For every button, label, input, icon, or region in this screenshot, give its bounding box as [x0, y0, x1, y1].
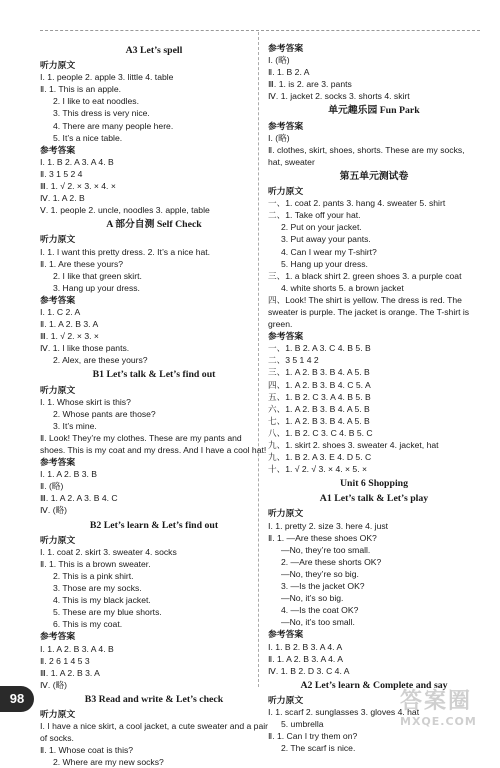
answer-line: Ⅱ. 3 1 5 2 4 — [40, 168, 83, 179]
section-label: 参考答案 — [268, 331, 304, 342]
answer-line: 十、1. √ 2. √ 3. × 4. × 5. × — [268, 464, 368, 475]
answer-line: 一、1. coat 2. pants 3. hang 4. sweater 5. shirt — [268, 198, 446, 209]
answer-line: Ⅱ. 1. —Are these shoes OK? — [268, 532, 377, 543]
answer-line: Ⅴ. 1. people 2. uncle, noodles 3. apple, table — [40, 205, 210, 216]
answer-line: 3. —Is the jacket OK? — [281, 581, 365, 592]
answer-line: —No, they’re so big. — [281, 568, 359, 579]
answer-line: Ⅰ. 1. I want this pretty dress. 2. It’s a nice hat. — [40, 246, 211, 257]
answer-line: Ⅰ. 1. A 2. B 3. A 4. B — [40, 643, 114, 654]
section-label: 听力原文 — [40, 234, 76, 245]
answer-line: 6. This is my coat. — [53, 619, 123, 630]
answer-line: 5. These are my blue shorts. — [53, 607, 162, 618]
answer-line: Ⅰ. (略) — [268, 55, 290, 66]
answer-line: 2. —Are these shorts OK? — [281, 556, 382, 567]
answer-line: Ⅰ. 1. A 2. B 3. B — [40, 469, 97, 480]
answer-line: 2. Put on your jacket. — [281, 222, 362, 233]
answer-line: 2. The scarf is nice. — [281, 743, 356, 754]
right-column — [268, 42, 480, 754]
section-heading: 单元趣乐园 Fun Park — [328, 105, 420, 117]
answer-line: 一、1. B 2. A 3. C 4. B 5. B — [268, 343, 371, 354]
section-heading: 第五单元测试卷 — [339, 170, 409, 182]
answer-line: Ⅲ. 1. A 2. B 3. A — [40, 667, 100, 678]
section-heading: Unit 6 Shopping — [339, 478, 409, 490]
section-heading: B2 Let’s learn & Let’s find out — [89, 519, 219, 531]
watermark-bottom-text: MXQE.COM — [400, 715, 477, 728]
answer-line: 5. umbrella — [281, 719, 324, 730]
answer-line: 六、1. A 2. B 3. B 4. A 5. B — [268, 403, 370, 414]
section-label: 听力原文 — [268, 694, 304, 705]
answer-line: 3. Put away your pants. — [281, 234, 371, 245]
answer-line: 3. It’s mine. — [53, 420, 97, 431]
section-label: 听力原文 — [40, 534, 76, 545]
answer-line: Ⅰ. (略) — [268, 132, 290, 143]
answer-line: Ⅰ. 1. B 2. A 3. A 4. B — [40, 156, 114, 167]
answer-line: Ⅲ. 1. √ 2. × 3. × — [40, 331, 99, 342]
section-heading: B1 Let’s talk & Let’s find out — [92, 369, 216, 381]
answer-paragraph: Ⅱ. clothes, skirt, shoes, shorts. These are my socks, hat, sweater — [268, 144, 465, 167]
section-label: 听力原文 — [40, 60, 76, 71]
answer-line: Ⅲ. 1. is 2. are 3. pants — [268, 79, 352, 90]
answer-line: Ⅳ. 1. jacket 2. socks 3. shorts 4. skirt — [268, 91, 410, 102]
answer-line: Ⅳ. (略) — [40, 505, 68, 516]
answer-line: —No, they’re too small. — [281, 544, 371, 555]
answer-line: Ⅰ. 1. pretty 2. size 3. here 4. just — [268, 520, 389, 531]
section-label: 听力原文 — [40, 708, 76, 719]
answer-line: 4. There are many people here. — [53, 120, 174, 131]
answer-line: Ⅱ. 1. Are these yours? — [40, 258, 124, 269]
answer-line: 二、3 5 1 4 2 — [268, 355, 319, 366]
answer-line: Ⅳ. 1. B 2. D 3. C 4. A — [268, 665, 350, 676]
section-heading: B3 Read and write & Let’s check — [84, 693, 224, 705]
answer-line: Ⅰ. 1. B 2. B 3. A 4. A — [268, 641, 343, 652]
section-heading: A1 Let’s talk & Let’s play — [319, 493, 429, 505]
answer-line: Ⅳ. 1. A 2. B — [40, 193, 85, 204]
answer-line: 4. —Is the coat OK? — [281, 605, 359, 616]
answer-line: 4. white shorts 5. a brown jacket — [281, 282, 404, 293]
section-label: 听力原文 — [40, 384, 76, 395]
answer-paragraph: Ⅱ. Look! They’re my clothes. These are my pants and shoes. This is my coat and my dress. And I have a cool hat! — [40, 432, 267, 455]
watermark-top-text: 答案圈 — [400, 689, 473, 714]
answer-paragraph: Ⅰ. I have a nice skirt, a cool jacket, a cute sweater and a pair of socks. — [40, 721, 268, 744]
answer-line: 4. Can I wear my T-shirt? — [281, 246, 377, 257]
left-column — [40, 42, 268, 768]
answer-line: 2. Whose pants are those? — [53, 408, 156, 419]
answer-line: 四、1. A 2. B 3. B 4. C 5. A — [268, 379, 371, 390]
answer-line: 5. It’s a nice table. — [53, 132, 123, 143]
answer-line: 4. This is my black jacket. — [53, 595, 151, 606]
answer-line: 八、1. B 2. C 3. C 4. B 5. C — [268, 427, 373, 438]
answer-line: 2. This is a pink shirt. — [53, 570, 134, 581]
answer-line: 九、1. skirt 2. shoes 3. sweater 4. jacket, hat — [268, 440, 439, 450]
answer-line: Ⅳ. (略) — [40, 679, 68, 690]
section-label: 听力原文 — [268, 508, 304, 519]
answer-paragraph: 四、Look! The shirt is yellow. The dress is red. The sweater is purple. The jacket is orange. The T-shirt is green. — [268, 294, 470, 330]
answer-line: Ⅳ. 1. I like those pants. — [40, 343, 130, 354]
answer-line: Ⅰ. 1. Whose skirt is this? — [40, 396, 131, 407]
answer-line: 七、1. A 2. B 3. B 4. A 5. B — [268, 415, 370, 426]
section-label: 参考答案 — [40, 457, 76, 468]
section-label: 参考答案 — [40, 144, 76, 155]
answer-line: Ⅰ. 1. people 2. apple 3. little 4. table — [40, 72, 174, 83]
section-heading: A2 Let’s learn & Complete and say — [300, 679, 448, 691]
top-border — [40, 30, 480, 32]
answer-line: Ⅱ. 1. B 2. A — [268, 67, 310, 78]
answer-line: Ⅱ. 2 6 1 4 5 3 — [40, 655, 90, 666]
answer-line: Ⅱ. 1. A 2. B 3. A — [40, 319, 99, 330]
answer-line: Ⅱ. 1. Whose coat is this? — [40, 745, 134, 756]
answer-line: Ⅱ. 1. A 2. B 3. A 4. A — [268, 653, 343, 664]
answer-line: 2. Alex, are these yours? — [53, 355, 148, 366]
section-heading: A3 Let’s spell — [125, 45, 183, 56]
section-label: 参考答案 — [40, 631, 76, 642]
page-number: 98 — [0, 686, 34, 712]
watermark-logo — [400, 684, 492, 728]
answer-line: Ⅱ. 1. This is a brown sweater. — [40, 558, 151, 569]
answer-line: 三、1. a black shirt 2. green shoes 3. a purple coat — [268, 270, 462, 281]
answer-line: —No, it’s so big. — [281, 593, 344, 604]
answer-line: Ⅲ. 1. A 2. A 3. B 4. C — [40, 493, 118, 504]
answer-line: 二、1. Take off your hat. — [268, 210, 361, 221]
answer-line: 3. This dress is very nice. — [53, 108, 150, 119]
section-label: 参考答案 — [268, 43, 304, 53]
answer-line: 2. I like to eat noodles. — [53, 96, 139, 107]
section-label: 听力原文 — [268, 186, 304, 197]
section-label: 参考答案 — [268, 629, 304, 640]
answer-line: Ⅱ. 1. This is an apple. — [40, 84, 121, 95]
answer-line: —No, it’s too small. — [281, 617, 355, 628]
answer-line: 3. Those are my socks. — [53, 583, 142, 594]
answer-line: 九、1. B 2. A 3. E 4. D 5. C — [268, 452, 372, 463]
answer-line: 3. Hang up your dress. — [53, 282, 140, 293]
answer-line: 三、1. A 2. B 3. B 4. A 5. B — [268, 367, 370, 378]
answer-line: 五、1. B 2. C 3. A 4. B 5. B — [268, 391, 371, 402]
answer-line: 2. I like that green skirt. — [53, 270, 142, 281]
answer-line: Ⅱ. 1. Can I try them on? — [268, 731, 358, 742]
section-label: 参考答案 — [268, 120, 304, 131]
section-heading: A 部分自测 Self Check — [106, 219, 202, 231]
answer-line: Ⅰ. 1. C 2. A — [40, 306, 81, 317]
answer-line: Ⅲ. 1. √ 2. × 3. × 4. × — [40, 181, 116, 192]
answer-line: Ⅱ. (略) — [40, 481, 64, 492]
section-label: 参考答案 — [40, 294, 76, 305]
answer-line: Ⅰ. 1. scarf 2. sunglasses 3. gloves 4. hat — [268, 706, 420, 717]
answer-line: Ⅰ. 1. coat 2. skirt 3. sweater 4. socks — [40, 546, 177, 557]
answer-line: 2. Where are my new socks? — [53, 757, 164, 768]
answer-line: 5. Hang up your dress. — [281, 258, 368, 269]
